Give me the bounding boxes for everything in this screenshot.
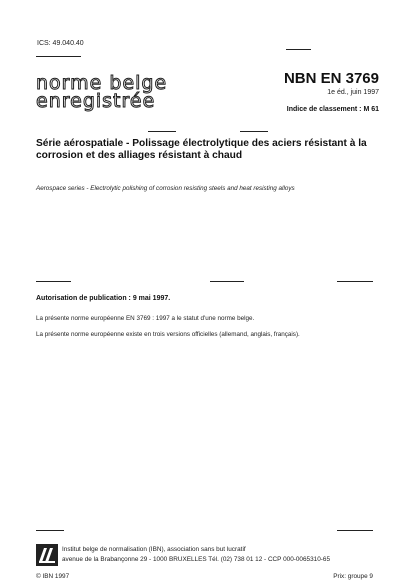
brand-logo-text [36,74,167,110]
institute-name: Institut belge de normalisation (IBN), association sans but lucratif [62,546,246,553]
english-title: Aerospace series - Electrolytic polishing of corrosion resisting steels and heat resisting alloys [36,185,295,192]
footer-rule-left [36,530,64,531]
copyright-date: © IBN 1997 [36,573,70,580]
brand-line-1: norme belge [36,72,168,94]
footer-rule-right [337,530,373,531]
versions-paragraph: La présente norme européenne existe en trois versions officielles (allemand, anglais, français). [36,331,300,338]
price-group: Prix: groupe 9 [333,573,373,580]
edition-date: 1e éd., juin 1997 [327,89,379,96]
section-rule-left [36,281,71,282]
publication-authorization: Autorisation de publication : 9 mai 1997. [36,295,171,302]
header-rule-left [36,56,81,57]
status-paragraph: La présente norme européenne EN 3769 : 1997 a le statut d'une norme belge. [36,315,255,322]
ibn-logo-icon [36,544,58,566]
header-rule-right [286,49,311,50]
standard-number: NBN EN 3769 [283,70,379,87]
section-rule-mid [210,281,244,282]
brand-line-2: enregistrée [36,90,156,112]
document-title: Série aérospatiale - Polissage électrolytique des aciers résistant à la corrosion et des alliages résistant à chaud [36,138,367,161]
title-rule-left [148,131,176,132]
classification-index: Indice de classement : M 61 [286,106,379,113]
institute-address: avenue de la Brabançonne 29 - 1000 BRUXELLES Tél. (02) 738 01 12 - CCP 000-0065310-65 [62,556,330,563]
title-rule-right [240,131,268,132]
section-rule-right [337,281,373,282]
ics-code: ICS: 49.040.40 [37,40,84,47]
